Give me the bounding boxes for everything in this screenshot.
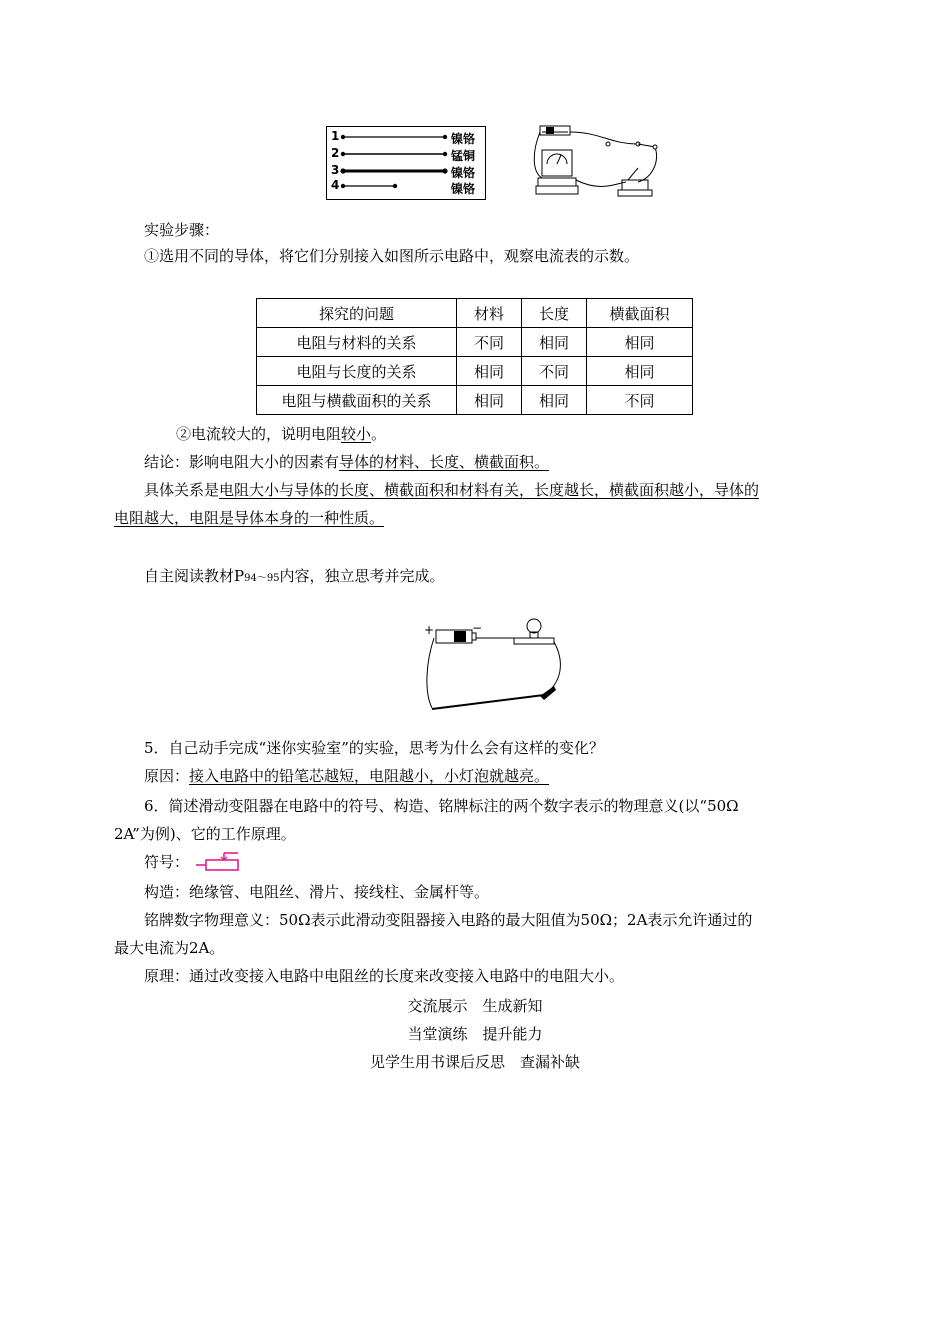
reading-instruction: [144, 566, 445, 589]
ammeter-circuit-figure: [530, 122, 665, 202]
table-cell: 电阻与横截面积的关系: [257, 386, 457, 415]
wire-material: 锰铜: [451, 149, 476, 163]
table-cell: 相同: [457, 386, 522, 415]
table-cell: 相同: [587, 357, 693, 386]
table-header: 材料: [457, 299, 522, 328]
svg-text:+: +: [424, 623, 435, 637]
step-two-suffix: 。: [371, 425, 387, 443]
table-row: [257, 357, 693, 386]
table-row: [257, 328, 693, 357]
reading-pages: 94～95: [244, 573, 280, 584]
conclusion-answer: 导体的材料、长度、横截面积。: [339, 453, 550, 471]
wire-material: 镍铬: [451, 166, 476, 180]
reading-suffix: 内容，独立思考并完成。: [279, 567, 445, 585]
table-cell: 相同: [587, 328, 693, 357]
reason-label: 原因：: [144, 767, 190, 785]
reason-answer: 接入电路中的铅笔芯越短，电阻越小，小灯泡就越亮。: [189, 767, 550, 785]
table-cell: 电阻与材料的关系: [257, 328, 457, 357]
table-cell: 相同: [522, 328, 587, 357]
rheostat-symbol-icon: [194, 852, 246, 872]
relation-text: 具体关系是: [144, 481, 220, 499]
step-two-answer: 较小: [341, 425, 372, 443]
wire-number: 2: [331, 146, 340, 160]
table-cell: 不同: [457, 328, 522, 357]
table-cell: 相同: [522, 386, 587, 415]
section-heading: 见学生用书课后反思 查漏补缺: [369, 1053, 580, 1071]
table-header-row: [257, 299, 693, 328]
table-cell: 相同: [457, 357, 522, 386]
relation-answer-1: 电阻大小与导体的长度、横截面积和材料有关，长度越长，横截面积越小，导体的: [219, 481, 760, 499]
wire-number: 4: [331, 178, 340, 192]
section-heading: 交流展示 生成新知: [407, 997, 543, 1015]
wire-material: 镍铬: [451, 182, 476, 196]
meaning-line-2: 最大电流为2A。: [114, 939, 225, 957]
step-two: [176, 424, 386, 444]
question-6-line-1: 6．简述滑动变阻器在电路中的符号、构造、铭牌标注的两个数字表示的物理意义(以“50Ω: [144, 797, 739, 815]
question-5: 5．自己动手完成“迷你实验室”的实验，思考为什么会有这样的变化？: [144, 739, 604, 757]
comparison-table: [256, 298, 693, 415]
step-one: ①选用不同的导体，将它们分别接入如图所示电路中，观察电流表的示数。: [144, 247, 640, 265]
conclusion-text: 结论：影响电阻大小的因素有: [144, 453, 340, 471]
symbol-line: [144, 852, 246, 872]
section-heading: 当堂演练 提升能力: [407, 1025, 543, 1043]
steps-title: 实验步骤：: [144, 221, 220, 239]
principle: 原理：通过改变接入电路中电阻丝的长度来改变接入电路中的电阻大小。: [144, 967, 625, 985]
question-6-line-2: 2A”为例)、它的工作原理。: [114, 825, 296, 843]
table-cell: 不同: [587, 386, 693, 415]
meaning-line-1: 铭牌数字物理意义：50Ω表示此滑动变阻器接入电路的最大阻值为50Ω；2A表示允许通过的: [144, 911, 753, 929]
symbol-label: 符号：: [144, 853, 190, 871]
relation-answer-2: 电阻越大，电阻是导体本身的一种性质。: [114, 509, 385, 527]
relation-line-1: [144, 480, 759, 500]
svg-text:−: −: [472, 621, 483, 635]
table-cell: 不同: [522, 357, 587, 386]
question-5-reason: [144, 766, 549, 786]
wire-number: 1: [331, 129, 340, 143]
table-row: [257, 386, 693, 415]
step-two-text: ②电流较大的，说明电阻: [176, 425, 342, 443]
construction: 构造：绝缘管、电阻丝、滑片、接线柱、金属杆等。: [144, 883, 490, 901]
table-header: 长度: [522, 299, 587, 328]
table-header: 探究的问题: [257, 299, 457, 328]
wire-samples-figure: [326, 126, 486, 200]
mini-lab-circuit-figure: [418, 612, 568, 716]
relation-line-2: [114, 508, 384, 528]
wire-material: 镍铬: [451, 132, 476, 146]
reading-text: 自主阅读教材P: [144, 567, 245, 585]
wire-number: 3: [331, 163, 340, 177]
conclusion: [144, 452, 549, 472]
table-cell: 电阻与长度的关系: [257, 357, 457, 386]
table-header: 横截面积: [587, 299, 693, 328]
